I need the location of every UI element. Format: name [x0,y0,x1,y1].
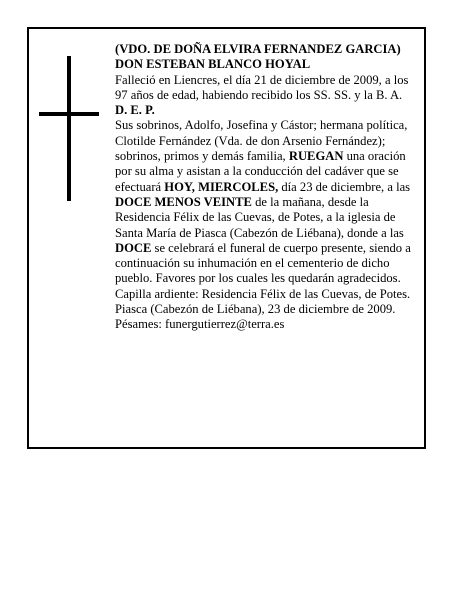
request-text-2: día 23 de diciembre, a las [278,179,411,194]
ruegan-word: RUEGAN [288,149,344,164]
time-bold: DOCE MENOS VEINTE [115,194,252,209]
request-text-1: una oración por su alma y asistan a la conducción del cadáver que se efectuará [115,149,406,194]
request-text-4: se celebrará el funeral de cuerpo presente, siendo a continuación su inhumación en el cementerio de dicho pueblo. Favores por los cuales les quedarán agradecidos. Capilla ardiente: Residencia Félix de las Cuevas, de Potes. [115,240,411,301]
deceased-name: DON ESTEBAN BLANCO HOYAL [115,57,311,72]
doce-word: DOCE [115,240,152,255]
death-announcement: Falleció en Liencres, el día 21 de diciembre de 2009, a los 97 años de edad, habiendo recibido los SS. SS. y la B. A. [115,72,409,102]
family-paragraph [115,118,421,302]
dep-line: D. E. P. [115,103,155,118]
family-list: Sus sobrinos, Adolfo, Josefina y Cástor; hermana política, Clotilde Fernández (Vda. de don Arsenio Fernández); sobrinos, primos y demás familia, [115,118,408,164]
widow-line: (VDO. DE DOÑA ELVIRA FERNANDEZ GARCIA) [115,42,401,56]
cross-horizontal-bar [39,112,99,116]
cross-vertical-bar [67,56,71,201]
condolences: Pésames: funergutierrez@terra.es [115,317,285,332]
obituary-text [115,42,421,333]
place-date: Piasca (Cabezón de Liébana), 23 de diciembre de 2009. [115,302,396,317]
hoy-miercoles: HOY, MIERCOLES, [164,179,279,194]
obituary-notice [27,27,426,449]
cross-icon [39,56,99,201]
request-text-3: de la mañana, desde la Residencia Félix de las Cuevas, de Potes, a la iglesia de Santa María de Piasca (Cabezón de Liébana), donde a las [115,194,404,240]
